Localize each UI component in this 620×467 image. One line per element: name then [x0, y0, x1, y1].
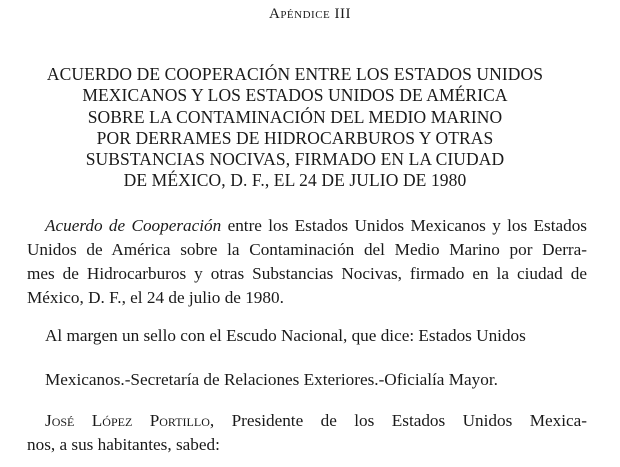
paragraph-line: nos, a sus habitantes, sabed: — [27, 435, 220, 454]
title-line-2: MEXICANOS Y LOS ESTADOS UNIDOS DE AMÉRICA — [82, 85, 508, 106]
title-line-1: ACUERDO DE COOPERACIÓN ENTRE LOS ESTADOS UNIDOS — [46, 64, 544, 84]
paragraph-text: , Presidente de los Estados Unidos Mexica- — [209, 411, 587, 430]
paragraph-text: entre los Estados Unidos Mexicanos y los Estados — [221, 216, 587, 235]
agreement-title — [0, 64, 590, 192]
paragraph-line: Unidos de América sobre la Contaminación del Medio Marino por Derra- — [27, 240, 587, 259]
paragraph-line — [27, 214, 587, 238]
title-line-6: DE MÉXICO, D. F., EL 24 DE JULIO DE 1980 — [123, 170, 467, 191]
title-line-3: SOBRE LA CONTAMINACIÓN DEL MEDIO MARINO — [87, 106, 503, 127]
president-name: José López Portillo — [45, 411, 210, 430]
paragraph-agreement-intro — [27, 214, 587, 310]
agreement-name-italic: Acuerdo de Cooperación — [45, 216, 222, 235]
paragraph-line: mes de Hidrocarburos y otras Substancias Nocivas, firmado en la ciudad de — [27, 264, 587, 283]
paragraph-president — [27, 409, 587, 457]
title-line-5: SUBSTANCIAS NOCIVAS, FIRMADO EN LA CIUDAD — [85, 149, 505, 170]
paragraph-ministry — [27, 368, 587, 392]
paragraph-seal — [27, 324, 587, 348]
title-line-4: POR DERRAMES DE HIDROCARBUROS Y OTRAS — [96, 127, 494, 148]
appendix-heading: Apéndice III — [268, 6, 351, 22]
paragraph-line — [27, 409, 587, 433]
paragraph-line: Mexicanos.-Secretaría de Relaciones Exteriores.-Oficialía Mayor. — [45, 370, 498, 389]
paragraph-line: México, D. F., el 24 de julio de 1980. — [27, 288, 284, 307]
paragraph-line: Al margen un sello con el Escudo Nacional, que dice: Estados Unidos — [45, 326, 526, 345]
